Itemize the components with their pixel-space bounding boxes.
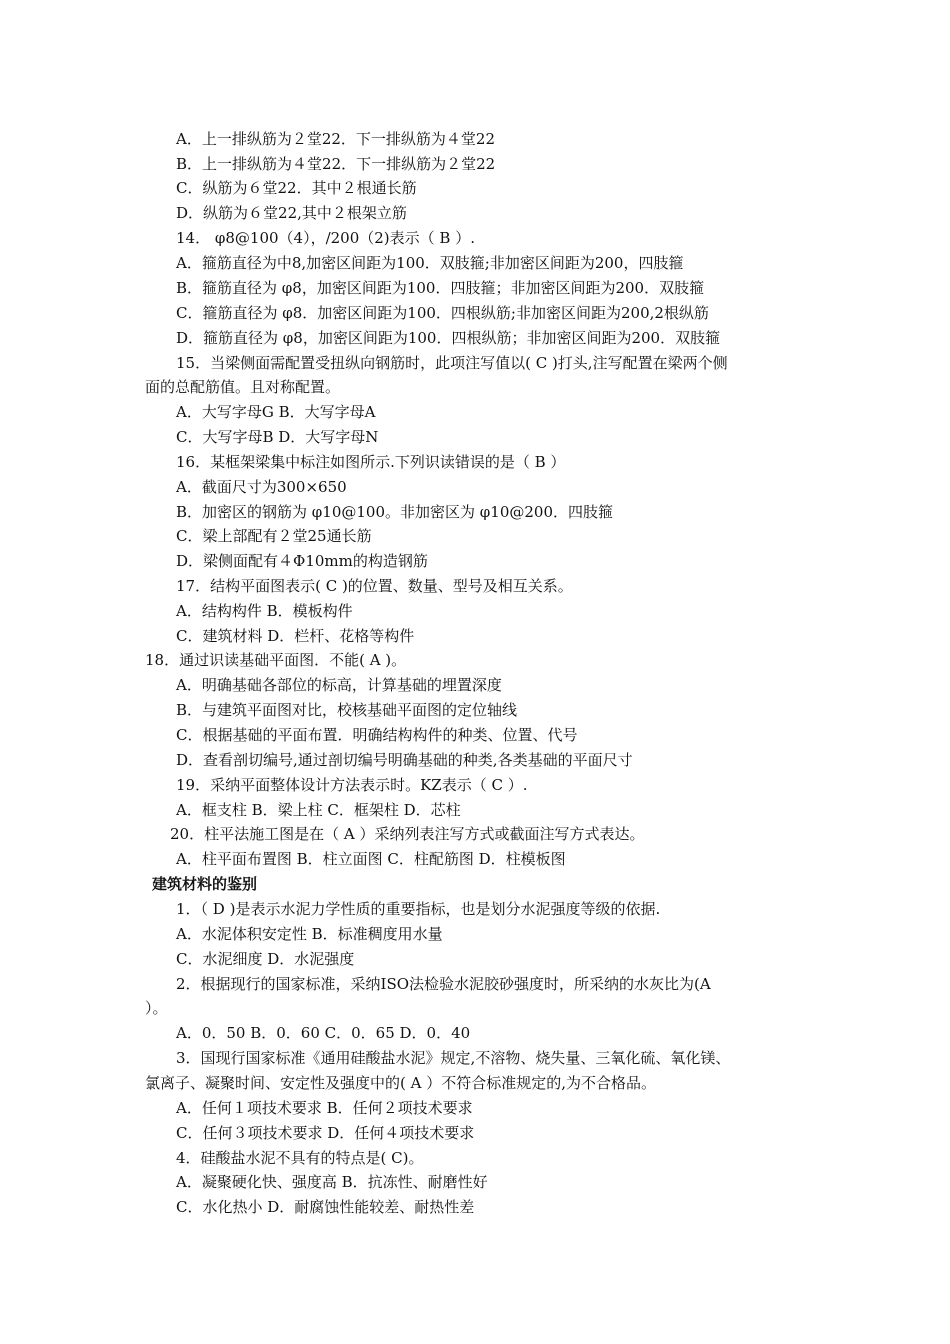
question-line: 17．结构平面图表示( C )的位置、数量、型号及相互关系。 (176, 577, 573, 595)
option-line: A．截面尺寸为300×650 (176, 478, 347, 496)
option-line: C．水化热小 D．耐腐蚀性能较差、耐热性差 (176, 1198, 475, 1216)
option-line: D．纵筋为６堂22,其中２根架立筋 (176, 204, 407, 222)
option-line: C．箍筋直径为 φ8．加密区间距为100．四根纵筋;非加密区间距为200,2根纵筋 (176, 304, 709, 322)
option-line: B．与建筑平面图对比，校核基础平面图的定位轴线 (176, 701, 518, 719)
question-line: 2．根据现行的国家标准，采纳ISO法检验水泥胶砂强度时，所采纳的水灰比为(A (176, 975, 711, 993)
question-line: ）。 (145, 999, 168, 1017)
option-line: A．上一排纵筋为２堂22．下一排纵筋为４堂22 (176, 130, 496, 148)
question-line: 1．（ D )是表示水泥力学性质的重要指标，也是划分水泥强度等级的依据. (176, 900, 661, 918)
question-line: 3．国现行国家标准《通用硅酸盐水泥》规定,不溶物、烧失量、三氧化硫、氧化镁、 (176, 1049, 731, 1067)
option-line: A．明确基础各部位的标高，计算基础的埋置深度 (176, 676, 502, 694)
question-line: 14． φ8@100（4），/200（2)表示（ B ）. (176, 229, 475, 247)
question-line: 19．采纳平面整体设计方法表示时。KZ表示（ C ）. (176, 776, 528, 794)
section-heading: 建筑材料的鉴别 (152, 875, 258, 893)
question-line: 18．通过识读基础平面图．不能( A )。 (145, 651, 407, 669)
option-line: A．柱平面布置图 B．柱立面图 C．柱配筋图 D．柱模板图 (176, 850, 566, 868)
question-line: 16．某框架梁集中标注如图所示.下列识读错误的是（ B ） (176, 453, 566, 471)
option-line: C．根据基础的平面布置．明确结构构件的种类、位置、代号 (176, 726, 578, 744)
option-line: D．箍筋直径为 φ8，加密区间距为100．四根纵筋；非加密区间距为200．双肢箍 (176, 329, 721, 347)
option-line: A．结构构件 B．模板构件 (176, 602, 353, 620)
option-line: C．梁上部配有２堂25通长筋 (176, 527, 372, 545)
option-line: A．任何１项技术要求 B．任何２项技术要求 (176, 1099, 473, 1117)
option-line: D．梁侧面配有４Φ10mm的构造钢筋 (176, 552, 428, 570)
question-line: 4．硅酸盐水泥不具有的特点是( C)。 (176, 1149, 424, 1167)
option-line: A．大写字母G B．大写字母A (176, 403, 376, 421)
question-line: 面的总配筋值。且对称配置。 (145, 378, 341, 396)
option-line: C．纵筋为６堂22．其中２根通长筋 (176, 179, 417, 197)
option-line: C．大写字母B D．大写字母N (176, 428, 379, 446)
option-line: D．查看剖切编号,通过剖切编号明确基础的种类,各类基础的平面尺寸 (176, 751, 633, 769)
option-line: A．凝聚硬化快、强度高 B．抗冻性、耐磨性好 (176, 1173, 488, 1191)
option-line: A．0．50 B．0．60 C．0．65 D．0．40 (176, 1024, 471, 1042)
option-line: B．加密区的钢筋为 φ10@100。非加密区为 φ10@200．四肢箍 (176, 503, 614, 521)
question-line: 氯离子、凝聚时间、安定性及强度中的( A ）不符合标准规定的,为不合格品。 (145, 1074, 656, 1092)
option-line: C．任何３项技术要求 D．任何４项技术要求 (176, 1124, 475, 1142)
option-line: C．建筑材料 D．栏杆、花格等构件 (176, 627, 415, 645)
option-line: C．水泥细度 D．水泥强度 (176, 950, 355, 968)
option-line: B．上一排纵筋为４堂22．下一排纵筋为２堂22 (176, 155, 496, 173)
option-line: B．箍筋直径为 φ8，加密区间距为100．四肢箍；非加密区间距为200．双肢箍 (176, 279, 705, 297)
question-line: 15．当梁侧面需配置受扭纵向钢筋时，此项注写值以( C )打头,注写配置在梁两个侧 (176, 354, 728, 372)
option-line: A．箍筋直径为中8,加密区间距为100．双肢箍;非加密区间距为200，四肢箍 (176, 254, 684, 272)
question-line: 20．柱平法施工图是在（ A ）采纳列表注写方式或截面注写方式表达。 (170, 825, 645, 843)
option-line: A．水泥体积安定性 B．标准稠度用水量 (176, 925, 443, 943)
option-line: A．框支柱 B．梁上柱 C．框架柱 D．芯柱 (176, 801, 461, 819)
